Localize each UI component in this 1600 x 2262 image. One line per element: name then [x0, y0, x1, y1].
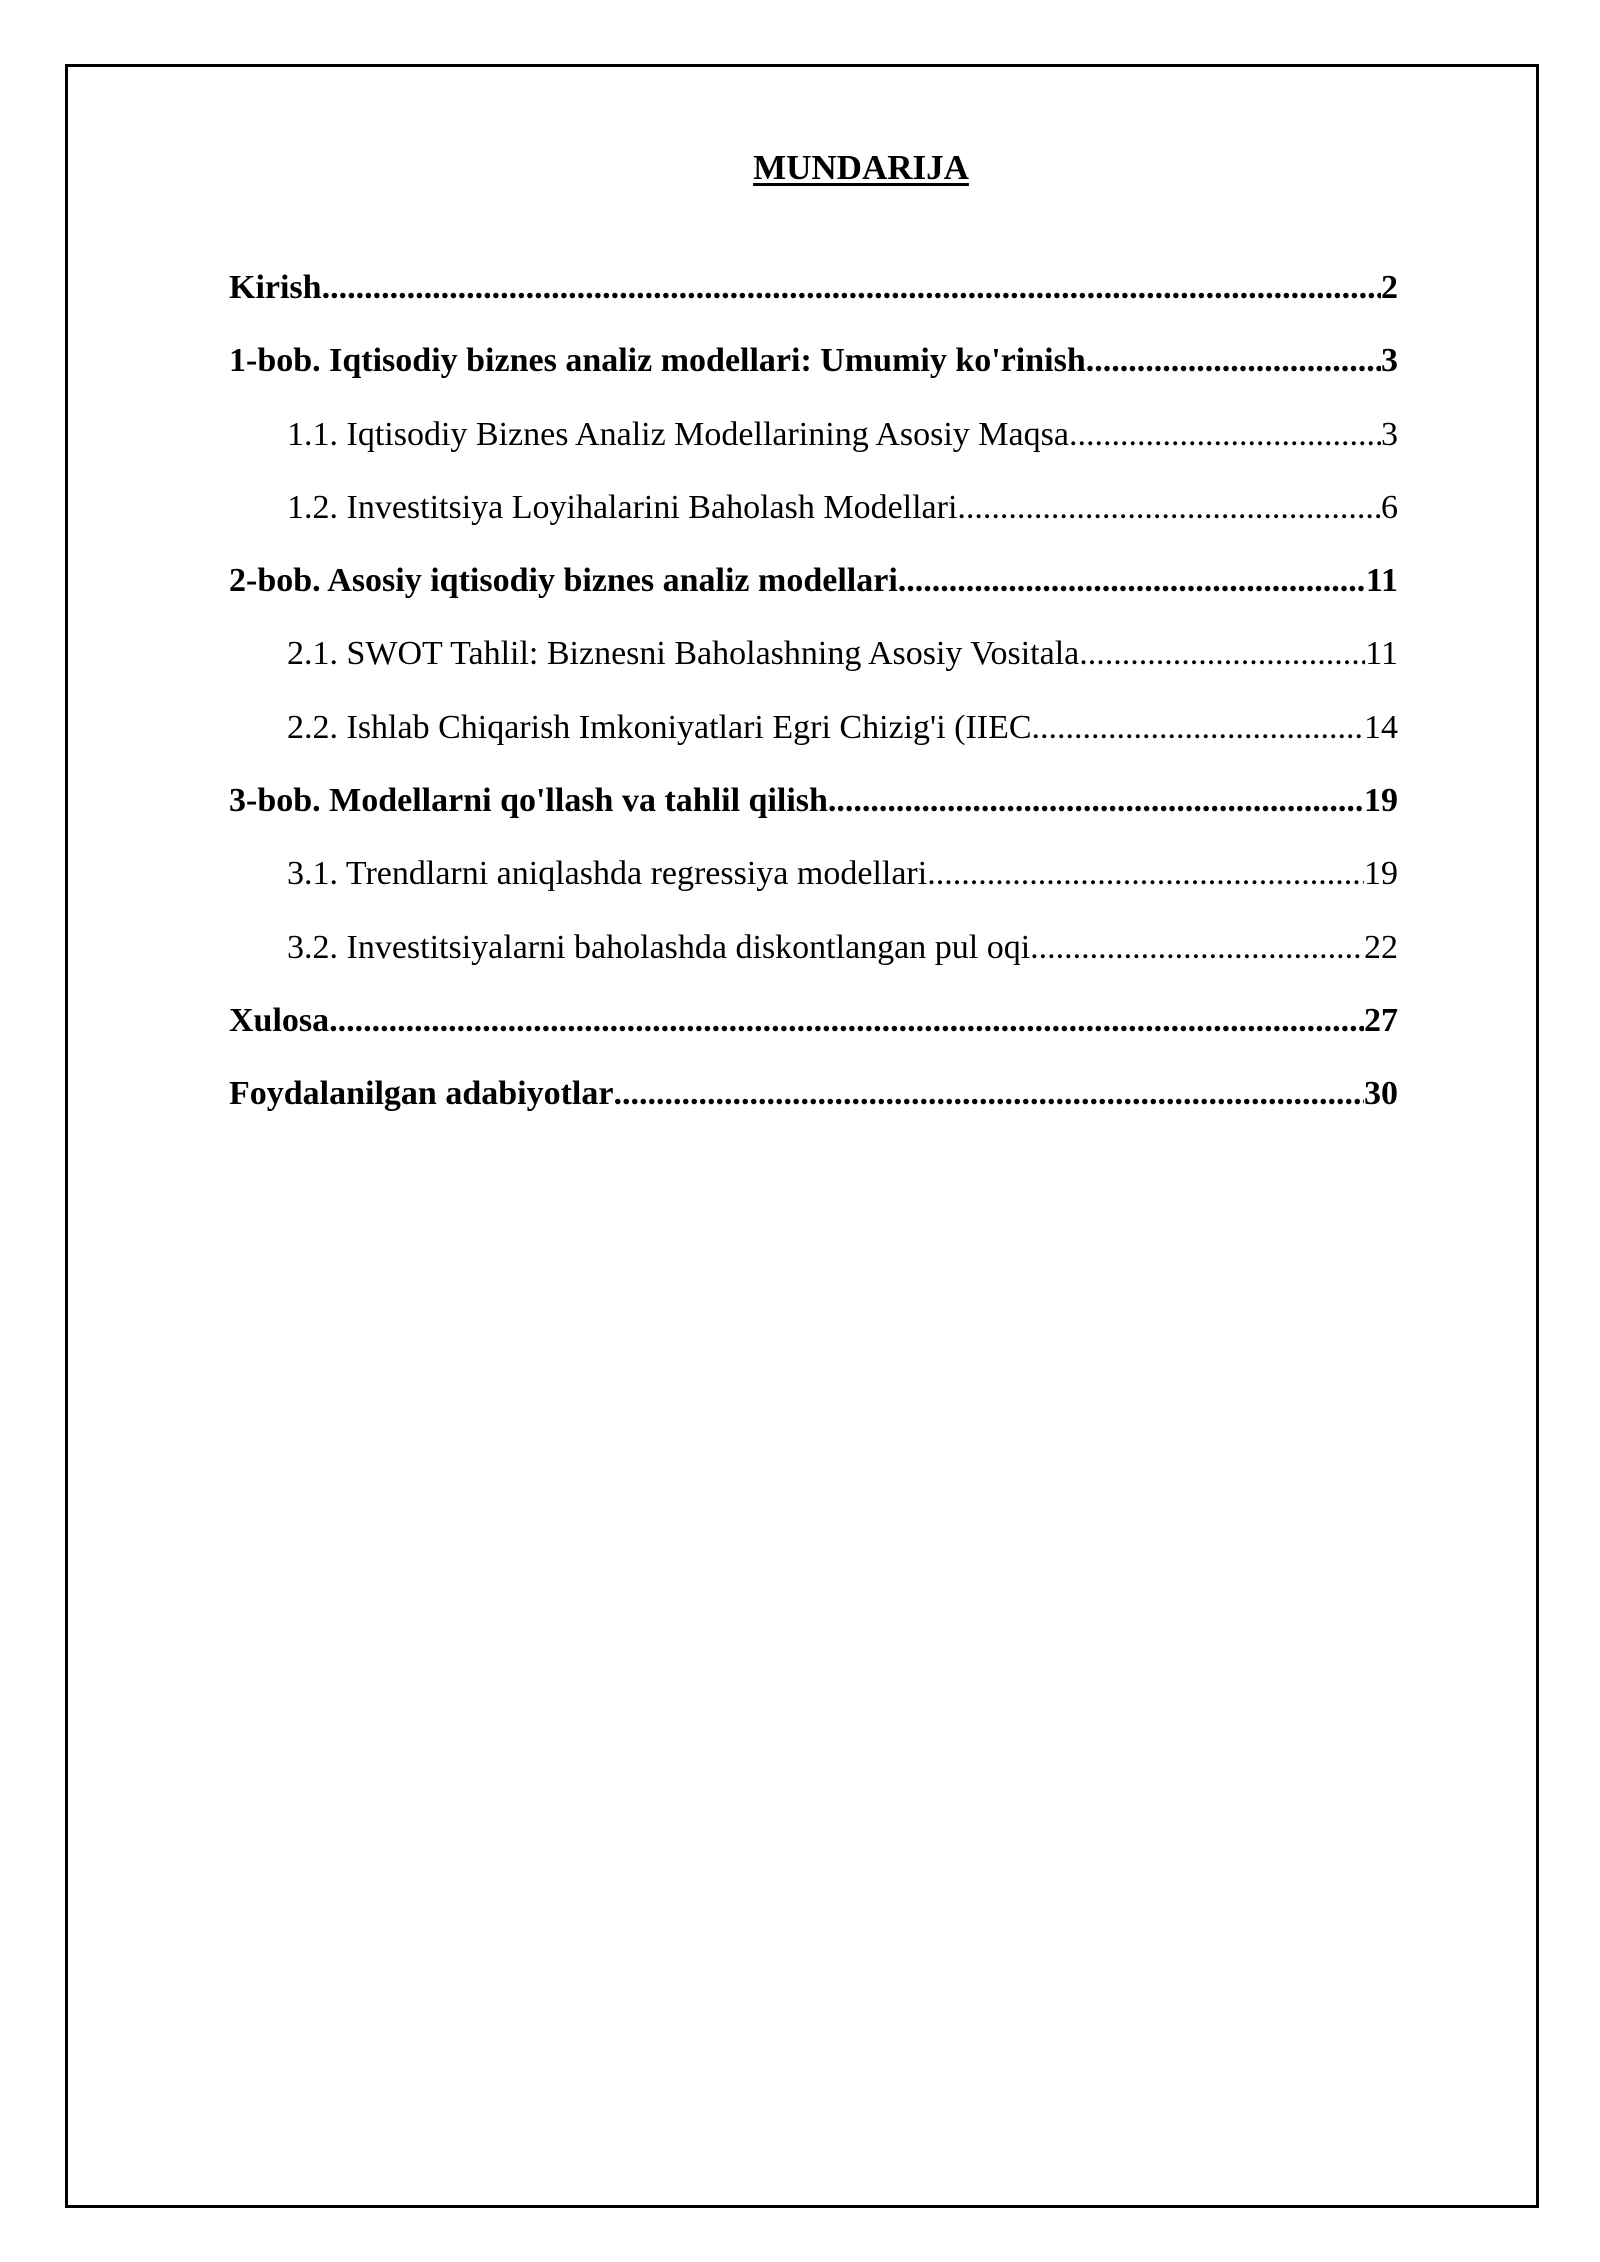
- toc-page-number: 27: [1364, 1001, 1398, 1039]
- toc-page-number: 14: [1364, 708, 1398, 746]
- toc-chapter-entry[interactable]: [229, 1074, 1398, 1147]
- toc-section-entry[interactable]: [229, 488, 1398, 561]
- toc-chapter-entry[interactable]: [229, 341, 1398, 414]
- toc-page-number: 19: [1364, 855, 1398, 893]
- toc-entry-text: 3-bob. Modellarni qo'llash va tahlil qilish: [229, 782, 828, 820]
- toc-entry-text: 1-bob. Iqtisodiy biznes analiz modellari: Umumiy ko'rinish: [229, 342, 1086, 380]
- toc-page-number: 3: [1381, 415, 1398, 453]
- toc-entry-text: 1.2. Investitsiya Loyihalarini Baholash Modellari: [287, 488, 958, 526]
- toc-section-entry[interactable]: [229, 708, 1398, 781]
- toc-dot-leader: [1030, 928, 1364, 969]
- toc-dot-leader: [1086, 341, 1381, 382]
- toc-page-number: 11: [1365, 635, 1398, 673]
- toc-entry-text: 3.1. Trendlarni aniqlashda regressiya modellari: [287, 855, 928, 893]
- toc-chapter-entry[interactable]: [229, 781, 1398, 854]
- table-of-contents: [229, 268, 1398, 1148]
- toc-dot-leader: [927, 854, 1364, 895]
- toc-section-entry[interactable]: [229, 854, 1398, 927]
- toc-dot-leader: [898, 561, 1366, 602]
- toc-dot-leader: [329, 1001, 1364, 1042]
- toc-entry-text: 3.2. Investitsiyalarni baholashda diskontlangan pul oqi: [287, 928, 1031, 966]
- toc-dot-leader: [957, 488, 1381, 529]
- toc-page-number: 2: [1381, 269, 1398, 306]
- toc-chapter-entry[interactable]: [229, 561, 1398, 634]
- toc-page-number: 30: [1364, 1075, 1398, 1113]
- toc-dot-leader: [828, 781, 1364, 822]
- toc-entry-text: 2-bob. Asosiy iqtisodiy biznes analiz modellari: [229, 562, 898, 600]
- toc-section-entry[interactable]: [229, 415, 1398, 488]
- toc-dot-leader: [322, 268, 1381, 309]
- toc-dot-leader: [1079, 634, 1365, 675]
- toc-entry-text: Kirish: [229, 269, 322, 306]
- toc-page-number: 6: [1381, 488, 1398, 526]
- toc-section-entry[interactable]: [229, 634, 1398, 707]
- toc-dot-leader: [1032, 708, 1364, 749]
- toc-entry-text: Foydalanilgan adabiyotlar: [229, 1075, 614, 1113]
- toc-section-entry[interactable]: [229, 928, 1398, 1001]
- toc-entry-text: 2.2. Ishlab Chiqarish Imkoniyatlari Egri Chizig'i (IIEC: [287, 708, 1032, 746]
- toc-dot-leader: [613, 1074, 1364, 1115]
- toc-page-number: 3: [1381, 342, 1398, 380]
- toc-page-number: 22: [1364, 928, 1398, 966]
- toc-chapter-entry[interactable]: [229, 1001, 1398, 1074]
- toc-title: MUNDARIJA: [753, 148, 969, 187]
- toc-dot-leader: [1069, 415, 1381, 456]
- toc-page-number: 19: [1364, 782, 1398, 820]
- toc-entry-text: Xulosa: [229, 1001, 330, 1039]
- toc-entry-text: 2.1. SWOT Tahlil: Biznesni Baholashning Asosiy Vositala: [287, 635, 1080, 673]
- toc-chapter-entry[interactable]: [229, 268, 1398, 341]
- toc-entry-text: 1.1. Iqtisodiy Biznes Analiz Modellarining Asosiy Maqsa: [287, 415, 1069, 453]
- toc-page-number: 11: [1365, 562, 1398, 600]
